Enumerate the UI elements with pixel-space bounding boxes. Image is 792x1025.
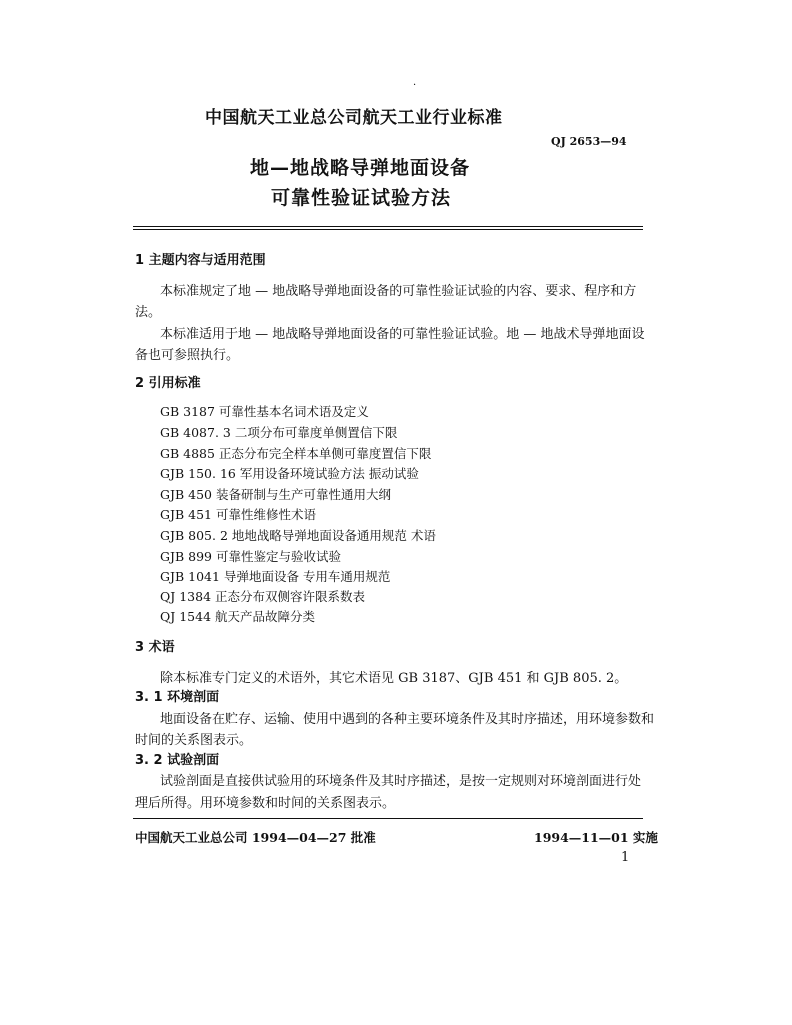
page-number: 1 (621, 850, 630, 865)
issuing-organization: 中国航天工业总公司航天工业行业标准 (205, 108, 503, 128)
standard-code: QJ 2653—94 (551, 135, 627, 148)
section-3-intro: 除本标准专门定义的术语外，其它术语见 GB 3187、GJB 451 和 GJB 805. 2。 (160, 671, 628, 686)
reference-item: QJ 1384 正态分布双侧容许限系数表 (160, 589, 366, 604)
section-3-1-heading: 3. 1 环境剖面 (135, 690, 220, 705)
reference-item: GB 4885 正态分布完全样本单侧可靠度置信下限 (160, 446, 432, 461)
reference-item: GJB 150. 16 军用设备环境试验方法 振动试验 (160, 466, 419, 481)
reference-item: GJB 450 装备研制与生产可靠性通用大纲 (160, 487, 391, 502)
section-1-para1-line1: 本标准规定了地 — 地战略导弹地面设备的可靠性验证试验的内容、要求、程序和方 (160, 284, 637, 299)
reference-item: GJB 1041 导弹地面设备 专用车通用规范 (160, 569, 391, 584)
section-3-2-line1: 试验剖面是直接供试验用的环境条件及其时序描述，是按一定规则对环境剖面进行处 (160, 774, 642, 789)
section-3-2-line2: 理后所得。用环境参数和时间的关系图表示。 (135, 796, 396, 811)
section-1-heading: 1 主题内容与适用范围 (135, 253, 266, 268)
document-title-line2: 可靠性验证试验方法 (271, 187, 452, 209)
approval-notice: 中国航天工业总公司 1994—04—27 批准 (135, 830, 376, 845)
section-3-2-heading: 3. 2 试验剖面 (135, 753, 220, 768)
implementation-date: 1994—11—01 实施 (534, 830, 658, 845)
reference-item: GB 3187 可靠性基本名词术语及定义 (160, 404, 369, 419)
header-rule-bottom (133, 229, 643, 230)
section-3-1-line1: 地面设备在贮存、运输、使用中遇到的各种主要环境条件及其时序描述，用环境参数和 (160, 712, 655, 727)
reference-item: GJB 805. 2 地地战略导弹地面设备通用规范 术语 (160, 528, 436, 543)
section-3-1-line2: 时间的关系图表示。 (135, 733, 253, 748)
document-title-line1: 地—地战略导弹地面设备 (250, 157, 471, 179)
header-rule-top (133, 226, 643, 227)
section-1-para2-line1: 本标准适用于地 — 地战略导弹地面设备的可靠性验证试验。地 — 地战术导弹地面设 (160, 327, 645, 342)
reference-item: GB 4087. 3 二项分布可靠度单侧置信下限 (160, 425, 398, 440)
section-2-heading: 2 引用标准 (135, 376, 201, 391)
reference-item: QJ 1544 航天产品故障分类 (160, 609, 316, 624)
reference-item: GJB 899 可靠性鉴定与验收试验 (160, 549, 341, 564)
footer-rule (133, 818, 643, 819)
section-1-para1-line2: 法。 (135, 305, 162, 320)
reference-item: GJB 451 可靠性维修性术语 (160, 507, 316, 522)
section-1-para2-line2: 备也可参照执行。 (135, 348, 240, 363)
scan-mark: · (413, 80, 417, 91)
section-3-heading: 3 术语 (135, 640, 175, 655)
